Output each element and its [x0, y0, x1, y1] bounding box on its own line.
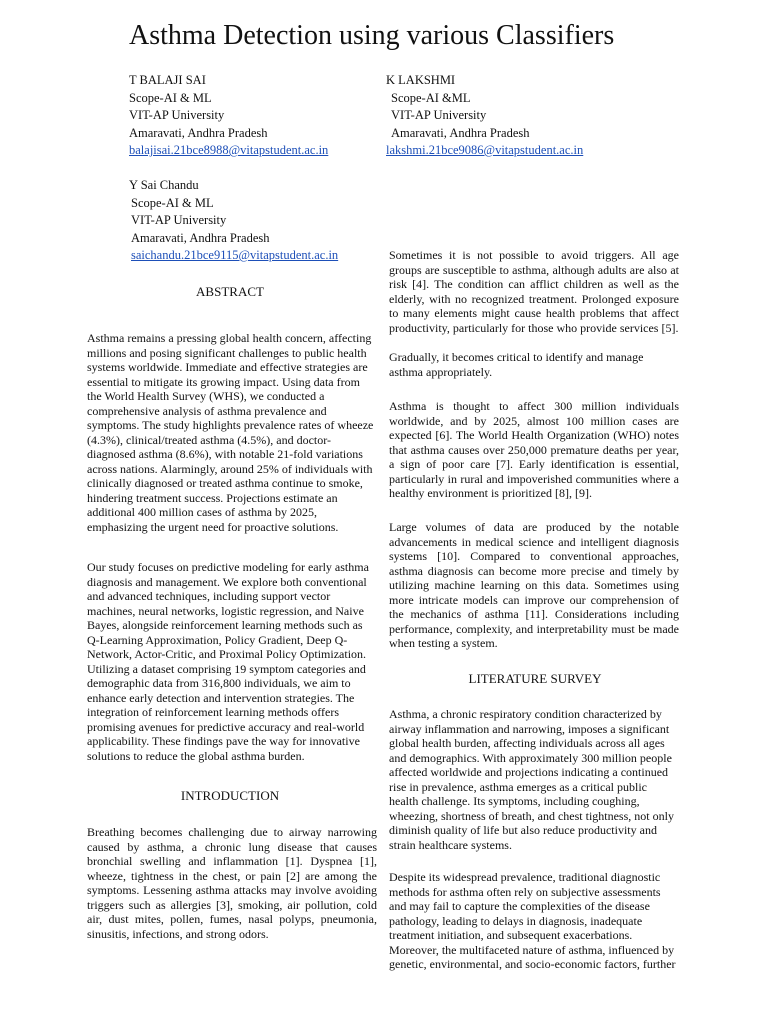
author-department: Scope-AI & ML: [131, 195, 214, 210]
abstract-heading: ABSTRACT: [196, 284, 264, 299]
author-university: VIT-AP University: [391, 108, 487, 122]
author-department: Scope-AI & ML: [129, 90, 212, 105]
author-name: T BALAJI SAI: [129, 73, 206, 87]
introduction-paragraph-5: Large volumes of data are produced by the notable advancements in medical science and intelligent diagnosis systems [10]. Compared to conventional approaches, asthma diagnosis can become more precise and timely by utilizing machine learning on this data. Sometimes using more intricate models can improve our comprehension of the mechanics of asthma [11]. Considerations including performance, complexity, and interpretability must be made when testing a system.: [389, 520, 679, 650]
introduction-paragraph-2: Sometimes it is not possible to avoid triggers. All age groups are susceptible to asthma, although adults are also at risk [4]. The condition can afflict children as well as the elderly, with no recognized treatment. Prolonged exposure to many elements might cause health problems that affect productivity, particularly for those who provide services [5].: [389, 248, 679, 335]
author-email-link[interactable]: lakshmi.21bce9086@vitapstudent.ac.in: [386, 143, 584, 157]
literature-survey-heading: LITERATURE SURVEY: [468, 671, 602, 686]
author-block-2: [386, 72, 583, 160]
introduction-paragraph-1: Breathing becomes challenging due to airway narrowing caused by asthma, a chronic lung disease that causes bronchial swelling and inflammation [1]. Dyspnea [1], wheeze, tightness in the chest, or pain [2] are among the symptoms. Lessening asthma attacks may involve avoiding triggers such as allergies [3], smoking, air pollution, cold air, dust mites, pollen, fumes, nasal polyps, pneumonia, sinusitis, infections, and strong odors.: [87, 825, 377, 941]
author-name: K LAKSHMI: [386, 73, 456, 87]
introduction-paragraph-3: Gradually, it becomes critical to identify and manage asthma appropriately.: [389, 350, 644, 379]
author-department: Scope-AI &ML: [391, 90, 471, 105]
introduction-heading: INTRODUCTION: [180, 788, 280, 803]
literature-paragraph-2: Despite its widespread prevalence, traditional diagnostic methods for asthma often rely on subjective assessments and may fail to capture the complexities of the disease pathology, leading to delays in diagnosis, inadequate treatment initiation, and subsequent exacerbations. Moreover, the multifaceted nature of asthma, influenced by genetic, environmental, and socio-economic factors, further: [389, 870, 676, 971]
author-university: VIT-AP University: [131, 213, 227, 227]
author-university: VIT-AP University: [129, 108, 225, 122]
literature-paragraph-1: Asthma, a chronic respiratory condition characterized by airway inflammation and narrowing, imposes a significant global health burden, affecting individuals across all ages and demographics. With approximately 300 million people affected worldwide and projections indicating a continued rise in prevalence, asthma emerges as a critical public health challenge. Its symptoms, including coughing, wheezing, shortness of breath, and chest tightness, not only diminish quality of life but also reduce productivity and strain healthcare systems.: [389, 707, 674, 852]
introduction-paragraph-4: Asthma is thought to affect 300 million individuals worldwide, and by 2025, almost 100 million cases are expected [6]. The World Health Organization (WHO) notes that asthma causes over 250,000 premature deaths per year, a sign of poor care [7]. Early identification is essential, particularly in rural and impoverished communities where a healthy environment is prioritized [8], [9].: [389, 399, 679, 500]
author-block-1: [129, 72, 328, 160]
author-location: Amaravati, Andhra Pradesh: [131, 230, 270, 245]
author-email-link[interactable]: balajisai.21bce8988@vitapstudent.ac.in: [129, 143, 329, 157]
author-email-link[interactable]: saichandu.21bce9115@vitapstudent.ac.in: [131, 248, 339, 262]
abstract-paragraph-1: Asthma remains a pressing global health concern, affecting millions and posing significant challenges to public health systems worldwide. Immediate and effective strategies are essential to mitigate its growing impact. Using data from the World Health Survey (WHS), we conducted a comprehensive analysis of asthma prevalence and symptoms. The study highlights prevalence rates of wheeze (4.3%), clinical/treated asthma (4.5%), and doctor-diagnosed asthma (8.6%), with notable 21-fold variations across nations. Alarmingly, around 25% of individuals with clinically diagnosed or treated asthma continue to smoke, hindering treatment success. Projections estimate an additional 400 million cases of asthma by 2025, emphasizing the urgent need for proactive solutions.: [87, 331, 374, 534]
author-location: Amaravati, Andhra Pradesh: [129, 125, 268, 140]
abstract-paragraph-2: Our study focuses on predictive modeling for early asthma diagnosis and management. We explore both conventional and advanced techniques, including support vector machines, neural networks, logistic regression, and Naive Bayes, alongside reinforcement learning methods such as Q-Learning Approximation, Policy Gradient, Deep Q-Network, Actor-Critic, and Proximal Policy Optimization. Utilizing a dataset comprising 19 symptom categories and demographic data from 316,800 individuals, we aim to enhance early detection and intervention strategies. The integration of reinforcement learning methods offers promising avenues for predictive accuracy and real-world applicability. These findings pave the way for innovative solutions to reduce the global asthma burden.: [87, 560, 369, 763]
author-location: Amaravati, Andhra Pradesh: [391, 125, 530, 140]
paper-title: Asthma Detection using various Classifiers: [129, 20, 615, 51]
author-block-3: [129, 177, 338, 265]
author-name: Y Sai Chandu: [129, 178, 199, 192]
